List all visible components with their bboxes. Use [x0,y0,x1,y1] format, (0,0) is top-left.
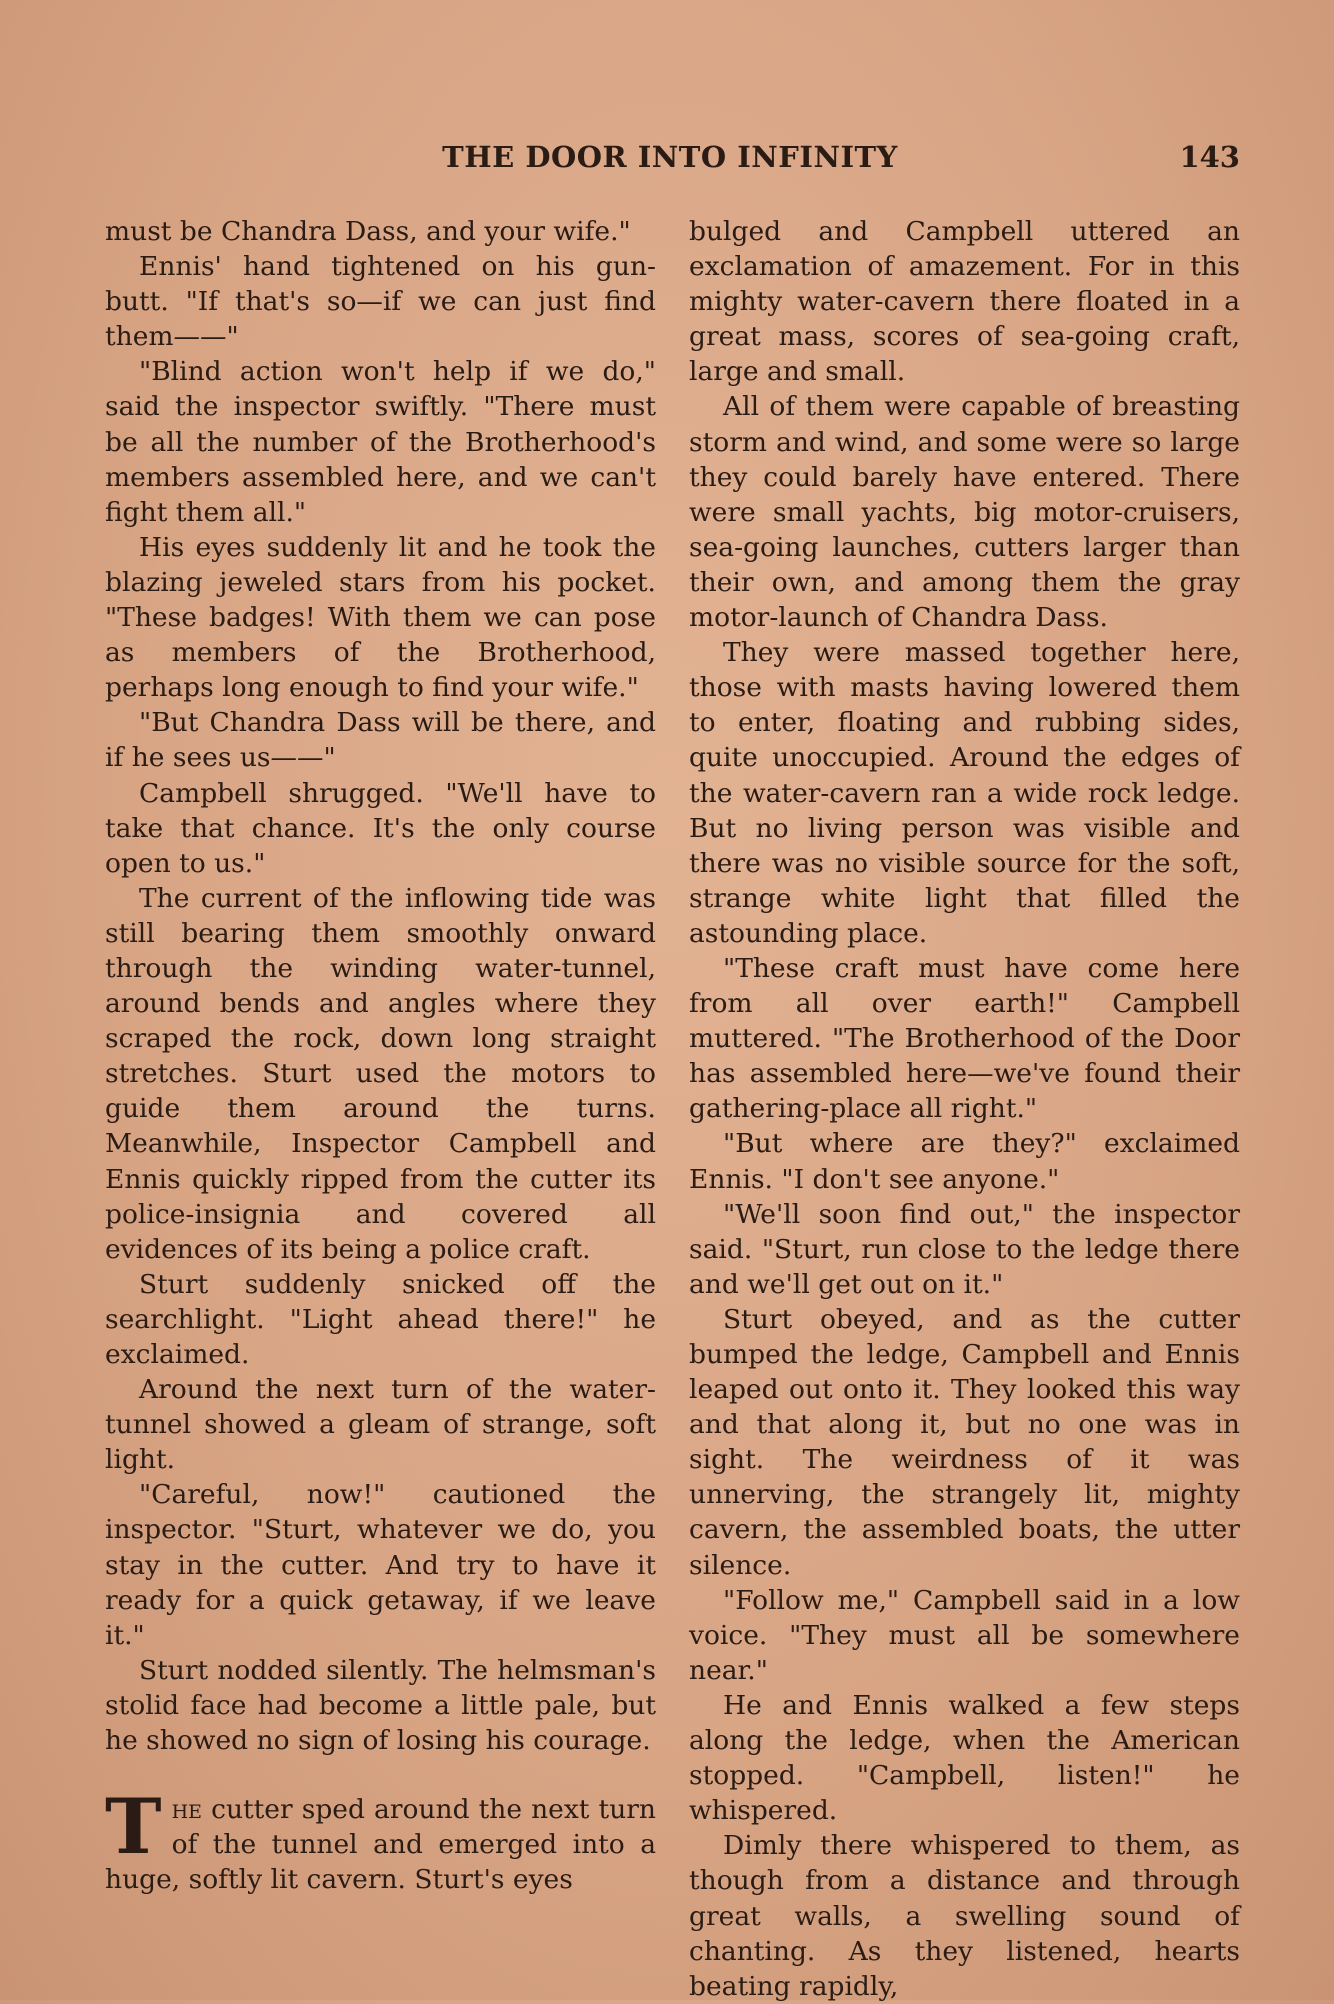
paragraph: "Careful, now!" cautioned the inspector. "Sturt, whatever we do, you stay in the cutter. And try to have it ready for a quick getaway, if we leave it." [105,1479,656,1651]
paragraph: "These craft must have come here from all over earth!" Campbell muttered. "The Brotherhood of the Door has assembled here—we've found their gathering-place all right." [689,952,1240,1125]
paragraph: Dimly there whispered to them, as though from a distance and through great walls, a swelling sound of chanting. As they listened, hearts beating rapidly, [689,1830,1240,2002]
paragraph: He and Ennis walked a few steps along the ledge, when the American stopped. "Campbell, listen!" he whispered. [689,1689,1240,1827]
paragraph: Campbell shrugged. "We'll have to take that chance. It's the only course open to us." [105,777,656,879]
running-title: THE DOOR INTO INFINITY [442,140,898,174]
paragraph: "Follow me," Campbell said in a low voice. "They must all be somewhere near." [689,1584,1240,1686]
page-number: 143 [1179,140,1240,174]
paragraph: Sturt suddenly snicked off the searchlight. "Light ahead there!" he exclaimed. [105,1268,656,1370]
paragraph: His eyes suddenly lit and he took the blazing jeweled stars from his pocket. "These badges! With them we can pose as members of the Brotherhood, perhaps long enough to find your wife." [105,531,656,704]
paragraph: must be Chandra Dass, and your wife." [105,216,631,247]
paragraph-text: cutter sped around the next turn of the tunnel and emerged into a huge, softly lit cavern. Sturt's eyes [105,1794,656,1896]
right-column [689,214,1240,2004]
running-head [100,140,1240,180]
paragraph: "But Chandra Dass will be there, and if he sees us——" [105,707,656,774]
left-column [105,214,656,1897]
paragraph: They were massed together here, those with masts having lowered them to enter, floating and rubbing sides, quite unoccupied. Around the edges of the water-cavern ran a wide rock ledge. But no living person was visible and there was no visible source for the soft, strange white light that filled the astounding place. [689,637,1240,949]
paragraph: "We'll soon find out," the inspector said. "Sturt, run close to the ledge there and we'll get out on it." [689,1198,1240,1300]
small-caps-lead: he [171,1794,203,1826]
section-opening-paragraph [105,1782,656,1897]
paragraph: All of them were capable of breasting storm and wind, and some were so large they could barely have entered. There were small yachts, big motor-cruisers, sea-going launches, cutters larger than their own, and among them the gray motor-launch of Chandra Dass. [689,391,1240,634]
paragraph: The current of the inflowing tide was still bearing them smoothly onward through the winding water-tunnel, around bends and angles where they scraped the rock, down long straight stretches. Sturt used the motors to guide them around the turns. Meanwhile, Inspector Campbell and Ennis quickly ripped from the cutter its police-insignia and covered all evidences of its being a police craft. [105,882,656,1265]
paragraph: Sturt nodded silently. The helmsman's stolid face had become a little pale, but he showed no sign of losing his courage. [105,1654,656,1757]
paragraph: Around the next turn of the water-tunnel showed a gleam of strange, soft light. [105,1374,656,1476]
paragraph: Sturt obeyed, and as the cutter bumped the ledge, Campbell and Ennis leaped out onto it. They looked this way and that along it, but no one was in sight. The weirdness of it was unnerving, the strangely lit, mighty cavern, the assembled boats, the utter silence. [689,1303,1240,1581]
paragraph: Ennis' hand tightened on his gun-butt. "If that's so—if we can just find them——" [105,251,656,353]
paragraph: "But where are they?" exclaimed Ennis. "I don't see anyone." [689,1128,1240,1195]
paragraph: bulged and Campbell uttered an exclamation of amazement. For in this mighty water-cavern there floated in a great mass, scores of sea-going craft, large and small. [689,216,1240,388]
drop-cap: T [105,1782,162,1872]
paragraph: "Blind action won't help if we do," said the inspector swiftly. "There must be all the number of the Brotherhood's members assembled here, and we can't fight them all." [105,356,656,528]
